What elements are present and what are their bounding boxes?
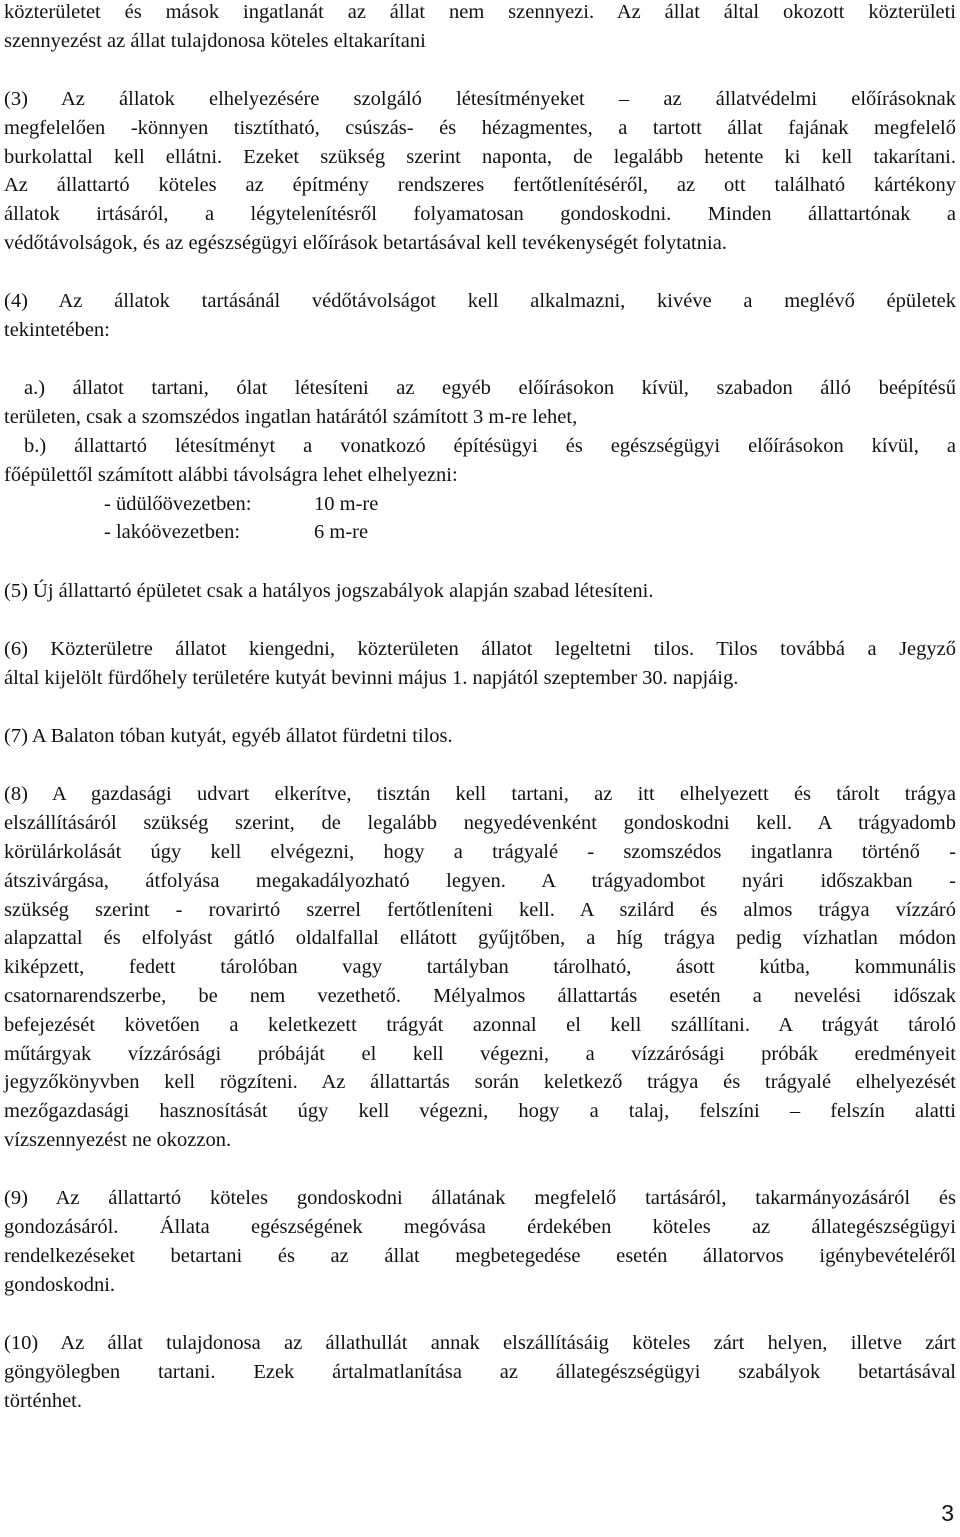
text-line: (5) Új állattartó épületet csak a hatályos jogszabályok alapján szabad létesíteni. — [4, 579, 654, 602]
text-line: vízszennyezést ne okozzon. — [4, 1129, 232, 1151]
text-line: elszállításáról szükség szerint, de legalább negyedévenként gondoskodni kell. A trágyadomb — [4, 812, 956, 835]
paragraph-8 — [4, 780, 956, 1154]
text-line: mezőgazdasági hasznosítását úgy kell végezni, hogy a talaj, felszíni – felszín alatti — [4, 1100, 956, 1123]
text-line: befejezését követően a keletkezett trágyát azonnal el kell szállítani. A trágyát tároló — [4, 1013, 956, 1036]
list-item-label: - üdülőövezetben: — [104, 492, 252, 515]
paragraph-intro — [4, 0, 956, 56]
text-line: (10) Az állat tulajdonosa az állathullát annak elszállításáig köteles zárt helyen, illetve zárt — [4, 1331, 956, 1354]
text-line: által kijelölt fürdőhely területére kutyát bevinni május 1. napjától szeptember 30. napjáig. — [4, 666, 739, 689]
text-line: történhet. — [4, 1389, 82, 1412]
text-line: gondoskodni. — [4, 1273, 116, 1296]
text-line: göngyölegben tartani. Ezek ártalmatlanítása az állategészségügyi szabályok betartásával — [4, 1360, 956, 1383]
text-line: b.) állattartó létesítményt a vonatkozó építésügyi és egészségügyi előírásokon kívül, a — [24, 435, 956, 458]
text-line: főépülettől számított alábbi távolságra lehet elhelyezni: — [4, 463, 458, 486]
text-line: megfelelően -könnyen tisztítható, csúszás- és hézagmentes, a tartott állat fajának megfelelő — [4, 116, 956, 139]
text-line: burkolattal kell ellátni. Ezeket szükség szerint naponta, de legalább hetente ki kell takarítani. — [4, 145, 956, 168]
text-line: körülárkolását úgy kell elvégezni, hogy a trágyalé - szomszédos ingatlanra történő - — [4, 841, 956, 864]
page-number: 3 — [941, 1500, 954, 1526]
text-line: (8) A gazdasági udvart elkerítve, tisztán kell tartani, az itt elhelyezett és tárolt trágya — [4, 783, 956, 806]
distance-list — [4, 490, 956, 548]
paragraph-9 — [4, 1184, 956, 1299]
paragraph-10 — [4, 1329, 956, 1415]
list-item — [4, 490, 956, 519]
text-line: jegyzőkönyvben kell rögzíteni. Az állattartás során keletkező trágya és trágyalé elhelyezését — [4, 1071, 956, 1094]
text-line: területen, csak a szomszédos ingatlan határától számított 3 m-re lehet, — [4, 406, 578, 429]
text-line: csatornarendszerbe, be nem vezethető. Mélyalmos állattartás esetén a nevelési időszak — [4, 985, 956, 1008]
text-line: műtárgyak vízzárósági próbáját el kell végezni, a vízzárósági próbák eredményeit — [4, 1042, 956, 1065]
list-item-label: - lakóövezetben: — [104, 521, 241, 544]
list-item — [4, 518, 956, 547]
list-item-value: 6 m-re — [314, 521, 369, 544]
text-line: átszivárgása, átfolyása megakadályozható legyen. A trágyadombot nyári időszakban - — [4, 869, 956, 892]
text-line: (9) Az állattartó köteles gondoskodni állatának megfelelő tartásáról, takarmányozásáról és — [4, 1187, 956, 1210]
text-line: (7) A Balaton tóban kutyát, egyéb állatot fürdetni tilos. — [4, 725, 453, 748]
paragraph-3 — [4, 85, 956, 258]
text-line: a.) állatot tartani, ólat létesíteni az egyéb előírásokon kívül, szabadon álló beépítésű — [24, 377, 956, 400]
text-line: (4) Az állatok tartásánál védőtávolságot kell alkalmazni, kivéve a meglévő épületek — [4, 290, 956, 313]
text-line: szükség szerint - rovarirtó szerrel fertőtleníteni kell. A szilárd és almos trágya vízzáró — [4, 898, 956, 921]
text-line: Az állattartó köteles az építmény rendszeres fertőtlenítéséről, az ott található kártékony — [4, 174, 956, 197]
text-line: védőtávolságok, és az egészségügyi előírások betartásával kell tevékenységét folytatnia. — [4, 232, 727, 255]
paragraph-6 — [4, 635, 956, 693]
text-line: rendelkezéseket betartani és az állat megbetegedése esetén állatorvos igénybevételéről — [4, 1244, 956, 1267]
text-line: (6) Közterületre állatot kiengedni, közterületen állatot legeltetni tilos. Tilos továbbá a Jegyző — [4, 638, 956, 661]
text-line: tekintetében: — [4, 319, 110, 342]
list-item-value: 10 m-re — [314, 492, 379, 515]
text-line: alapzattal és elfolyást gátló oldalfallal ellátott gyűjtőben, a híg trágya pedig vízhatlan módon — [4, 927, 956, 950]
text-line: szennyezést az állat tulajdonosa köteles eltakarítani — [4, 29, 426, 52]
text-line: (3) Az állatok elhelyezésére szolgáló létesítményeket – az állatvédelmi előírásoknak — [4, 88, 956, 111]
document-page — [4, 0, 956, 1415]
paragraph-4 — [4, 287, 956, 345]
text-line: gondozásáról. Állata egészségének megóvása érdekében köteles az állategészségügyi — [4, 1216, 956, 1239]
text-line: kiképzett, fedett tárolóban vagy tartályban tárolható, ásott kútba, kommunális — [4, 956, 956, 979]
text-line: állatok irtásáról, a légytelenítésről folyamatosan gondoskodni. Minden állattartónak a — [4, 203, 956, 226]
text-line: közterületet és mások ingatlanát az állat nem szennyezi. Az állat által okozott közterületi — [4, 1, 956, 23]
paragraph-5 — [4, 577, 956, 606]
paragraph-7 — [4, 722, 956, 751]
paragraph-4-b — [4, 432, 956, 490]
paragraph-4-a — [4, 374, 956, 432]
